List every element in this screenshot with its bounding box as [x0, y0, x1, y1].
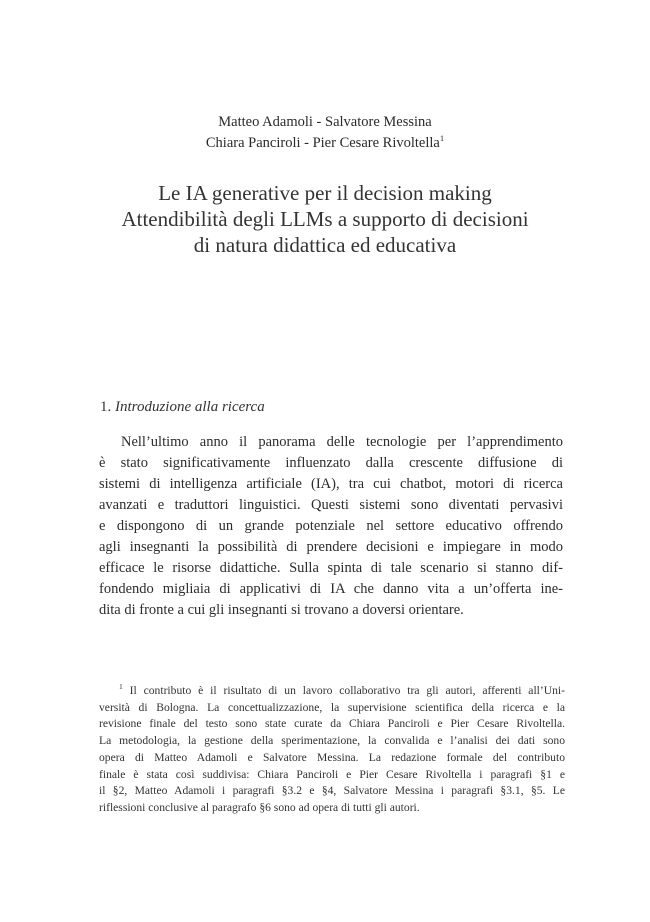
- paragraph-line: fondendo migliaia di applicativi di IA che danno vita a un’offerta ine-: [99, 581, 563, 597]
- footnote-line: La metodologia, la gestione della sperimentazione, la convalida e l’analisi dei dati sono: [99, 734, 565, 748]
- section-number: 1.: [100, 399, 112, 415]
- paper-title: [0, 180, 650, 258]
- footnote-line: opera di Matteo Adamoli e Salvatore Messina. La redazione formale del contributo: [99, 750, 565, 764]
- section-heading: [100, 397, 265, 417]
- paragraph-line: è stato significativamente influenzato dalla crescente diffusione di: [99, 455, 563, 471]
- paragraph-line: avanzati e traduttori linguistici. Questi sistemi sono diventati pervasivi: [99, 497, 563, 513]
- title-line-3: di natura didattica ed educativa: [193, 233, 457, 257]
- author-line-2: [0, 133, 650, 154]
- footnote-line: finale è stata così suddivisa: Chiara Panciroli e Pier Cesare Rivoltella i paragrafi §1 e: [99, 767, 565, 781]
- title-line-2: Attendibilità degli LLMs a supporto di decisioni: [121, 207, 529, 231]
- body-paragraph: [99, 432, 563, 621]
- author-line-1: Matteo Adamoli - Salvatore Messina: [218, 114, 432, 130]
- author-line-2-text: Chiara Panciroli - Pier Cesare Rivoltella: [205, 135, 440, 151]
- footnote-line: il §2, Matteo Adamoli i paragrafi §3.2 e §4, Salvatore Messina i paragrafi §3.1, §5. Le: [99, 784, 565, 798]
- paragraph-line: e dispongono di un grande potenziale nel settore educativo offrendo: [99, 518, 563, 534]
- paragraph-line: sistemi di intelligenza artificiale (IA), tra cui chatbot, motori di ricerca: [99, 476, 563, 492]
- author-block: [0, 112, 650, 154]
- footnote-line: revisione finale del testo sono state curate da Chiara Panciroli e Pier Cesare Rivoltella.: [99, 717, 565, 731]
- footnote-line-text: Il contributo è il risultato di un lavoro collaborativo tra gli autori, afferenti all’Uni-: [129, 684, 565, 697]
- paragraph-line: dita di fronte a cui gli insegnanti si trovano a doversi orientare.: [99, 602, 464, 618]
- footnote-line: riflessioni conclusive al paragrafo §6 sono ad opera di tutti gli autori.: [99, 800, 420, 814]
- footnote: [99, 683, 565, 817]
- section-title: Introduzione alla ricerca: [115, 399, 265, 415]
- paragraph-line: Nell’ultimo anno il panorama delle tecnologie per l’apprendimento: [121, 434, 563, 450]
- author-footnote-marker[interactable]: 1: [439, 133, 445, 144]
- footnote-marker: 1: [119, 682, 123, 692]
- footnote-line: [99, 683, 565, 700]
- paragraph-line: agli insegnanti la possibilità di prendere decisioni e impiegare in modo: [99, 539, 563, 555]
- title-line-1: Le IA generative per il decision making: [158, 181, 492, 205]
- footnote-line: versità di Bologna. La concettualizzazione, la supervisione scientifica della ricerca e la: [99, 700, 565, 714]
- paragraph-line: efficace le risorse didattiche. Sulla spinta di tale scenario si stanno dif-: [99, 560, 563, 576]
